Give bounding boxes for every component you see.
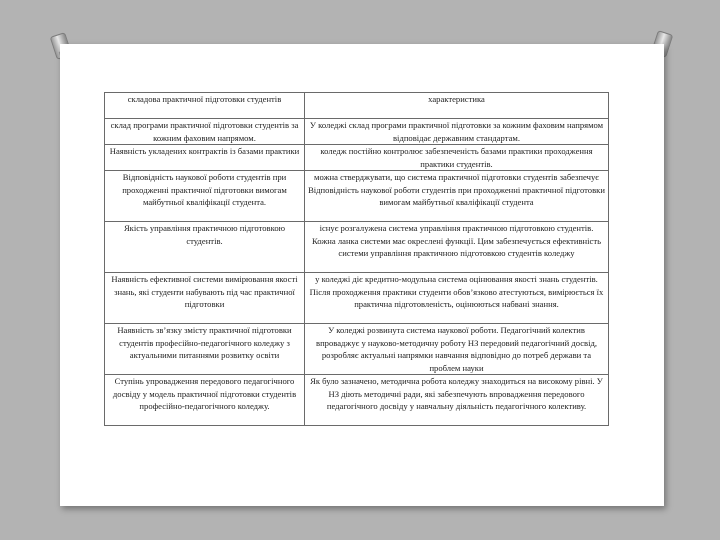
table-header-row	[105, 93, 609, 119]
row-characteristic: Як було зазначено, методична робота коледжу знаходиться на високому рівні. У НЗ діють методичні ради, які забезпечують впровадження передового педагогічного досвіду у навчальну діяльність педагогічного колективу.	[305, 375, 609, 426]
header-characteristic: характеристика	[305, 93, 609, 119]
table-row	[105, 324, 609, 375]
row-characteristic: коледж постійно контролює забезпеченість базами практики проходження практики студентів.	[305, 145, 609, 171]
row-component: Якість управління практичною підготовкою студентів.	[105, 222, 305, 273]
table-row	[105, 375, 609, 426]
table-row	[105, 171, 609, 222]
row-component: Наявність укладених контрактів із базами практики	[105, 145, 305, 171]
row-characteristic: У коледжі склад програми практичної підготовки за кожним фаховим напрямом відповідає державним стандартам.	[305, 119, 609, 145]
table-row	[105, 145, 609, 171]
table-row	[105, 273, 609, 324]
row-component: Ступінь упровадження передового педагогічного досвіду у модель практичної підготовки студентів професійно-педагогічного коледжу.	[105, 375, 305, 426]
table-row	[105, 119, 609, 145]
row-component: Наявність ефективної системи вимірювання якості знань, які студенти набувають під час практичної підготовки	[105, 273, 305, 324]
practical-training-table	[104, 92, 609, 426]
row-characteristic: існує розгалужена система управління практичною підготовкою студентів. Кожна ланка системи має окреслені функції. Цим забезпечується ефективність системи управління практичною підготовкою студентів коледжу	[305, 222, 609, 273]
row-component: Відповідність наукової роботи студентів при проходженні практичної підготовки вимогам майбутньої кваліфікації студента.	[105, 171, 305, 222]
row-component: Наявність зв’язку змісту практичної підготовки студентів професійно-педагогічного коледжу з актуальними питаннями розвитку освіти	[105, 324, 305, 375]
row-characteristic: У коледжі розвинута система наукової роботи. Педагогічний колектив впроваджує у науково-методичну роботу НЗ передовий педагогічний досвід, розробляє актуальні напрямки навчання відповідно до потреб держави та проблем науки	[305, 324, 609, 375]
table-row	[105, 222, 609, 273]
row-characteristic: можна стверджувати, що система практичної підготовки студентів забезпечує Відповідність наукової роботи студентів при проходженні практичної підготовки вимогам майбутньої кваліфікації студента	[305, 171, 609, 222]
slide-sheet	[60, 44, 664, 506]
row-characteristic: у коледжі діє кредитно-модульна система оцінювання якості знань студентів. Після проходження практики студенти обов’язково атестуються, вимірюється їх практична підготовленість, оцінюються набвані знання.	[305, 273, 609, 324]
row-component: склад програми практичної підготовки студентів за кожним фаховим напрямом.	[105, 119, 305, 145]
header-component: складова практичної підготовки студентів	[105, 93, 305, 119]
